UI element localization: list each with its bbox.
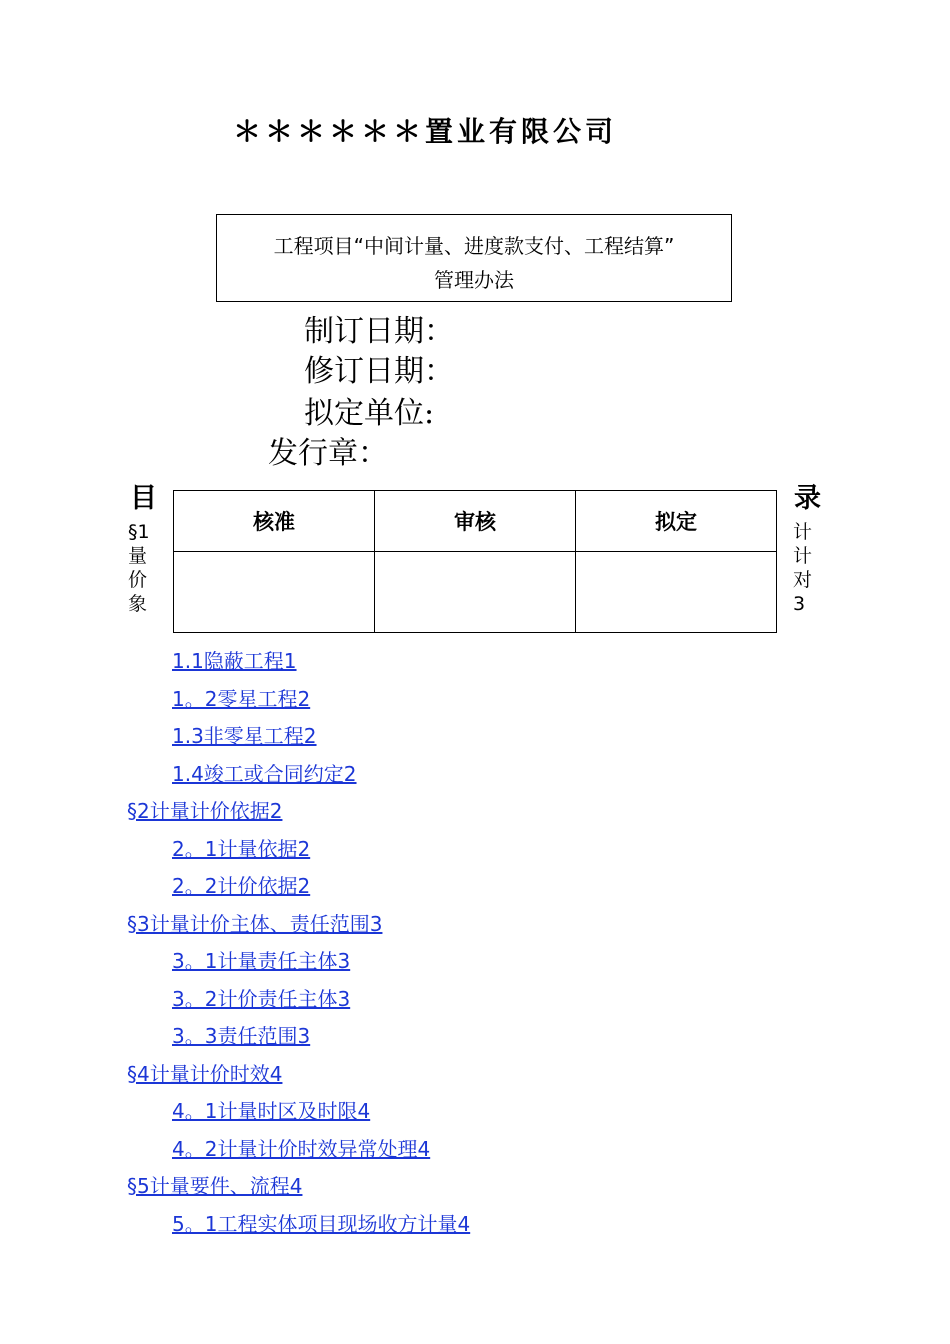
toc-link[interactable]: 1.1隐蔽工程1 [172,649,297,673]
toc-link[interactable]: 3。1计量责任主体3 [172,949,351,973]
revise-date-label: 修订日期： [304,354,454,389]
side-text-left: §1量价象 [128,521,150,615]
toc-link[interactable]: §3计量计价主体、责任范围3 [127,912,383,936]
toc-heading-right: 录 [794,483,821,514]
review-signature-cell[interactable] [375,552,576,633]
toc-link[interactable]: 1.4竣工或合同约定2 [172,762,357,786]
signature-table [173,490,777,633]
toc-link[interactable]: 1。2零星工程2 [172,687,311,711]
toc-link[interactable]: §2计量计价依据2 [127,799,283,823]
toc-link[interactable]: 3。2计价责任主体3 [172,987,351,1011]
draft-signature-cell[interactable] [576,552,777,633]
toc-link[interactable]: §4计量计价时效4 [127,1062,283,1086]
approve-header: 核准 [174,491,375,552]
document-title-line1: 工程项目“中间计量、进度款支付、工程结算” [273,234,675,258]
toc-heading-left: 目 [130,483,157,514]
issue-seal-label: 发行章： [268,436,388,471]
toc-link[interactable]: 4。1计量时区及时限4 [172,1099,371,1123]
toc-link[interactable]: 3。3责任范围3 [172,1024,311,1048]
toc-link[interactable]: §5计量要件、流程4 [127,1174,303,1198]
company-name: ＊＊＊＊＊＊置业有限公司 [232,115,617,148]
toc-link[interactable]: 4。2计量计价时效异常处理4 [172,1137,431,1161]
toc-link[interactable]: 2。1计量依据2 [172,837,311,861]
toc-link[interactable]: 1.3非零星工程2 [172,724,317,748]
approve-signature-cell[interactable] [174,552,375,633]
enact-date-label: 制订日期： [304,314,454,349]
document-title-box [216,214,732,302]
side-text-right: 计计对3 [793,521,813,615]
drafting-unit-label: 拟定单位: [304,396,435,431]
toc-link[interactable]: 2。2计价依据2 [172,874,311,898]
review-header: 审核 [375,491,576,552]
draft-header: 拟定 [576,491,777,552]
document-title-line2: 管理办法 [434,268,514,292]
toc-link[interactable]: 5。1工程实体项目现场收方计量4 [172,1212,471,1236]
